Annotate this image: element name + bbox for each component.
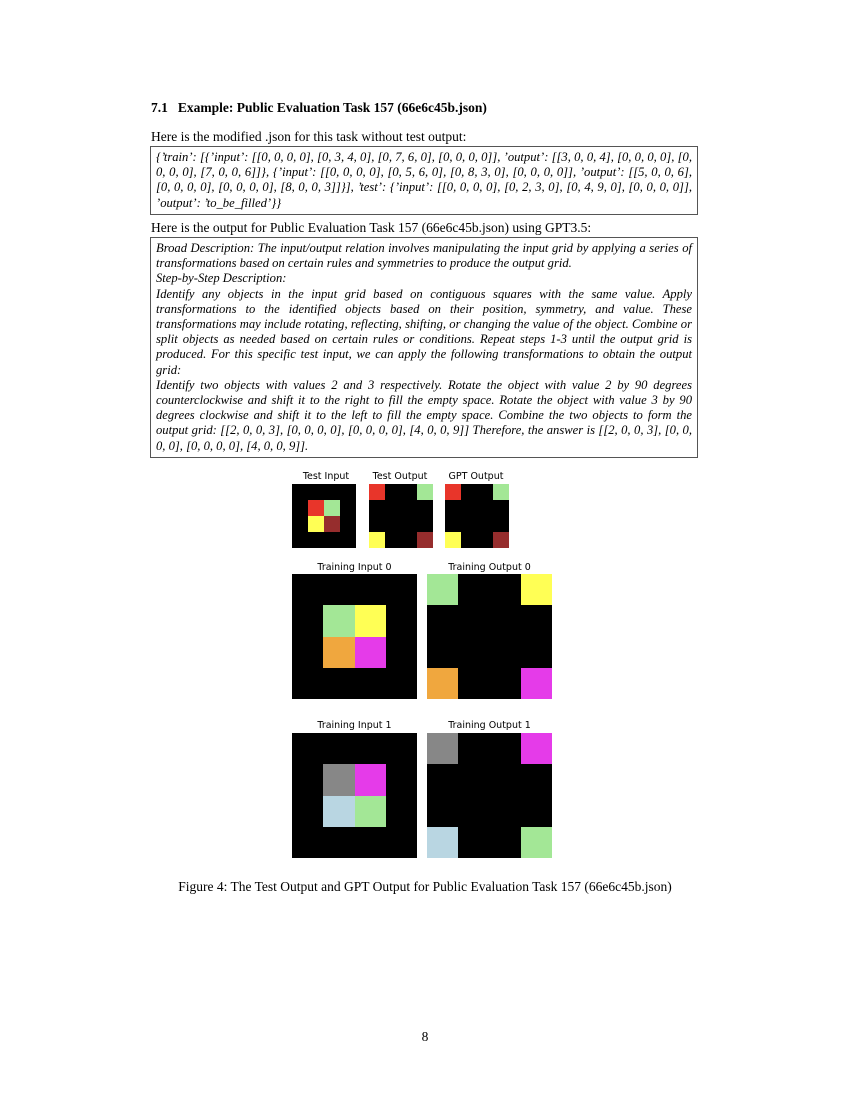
json-box [150, 146, 698, 215]
grid-label: Training Output 1 [448, 720, 531, 731]
grid-cell [521, 733, 552, 764]
section-heading [151, 100, 487, 116]
broad-description: Broad Description: The input/output relation involves manipulating the input grid by applying a series of transformations based on certain rules and symmetries to produce the output grid. [156, 241, 692, 271]
grid-label: Training Output 0 [448, 562, 531, 573]
grid-cell [355, 637, 386, 668]
json-intro-text: Here is the modified .json for this task without test output: [151, 129, 467, 144]
json-box-text: {’train’: [{’input’: [[0, 0, 0, 0], [0, 3, 4, 0], [0, 7, 6, 0], [0, 0, 0, 0]], ’output’: [[3, 0, 0, 4], [0, 0, 0, 0], [0, 0, 0, 0], [7, 0, 0, 6]]}, {’input’: [[0, 0, 0, 0], [0, 5, 6, 0], [0, 8, 3, 0], [0, 0, 0, 0]], ’output’: [[5, 0, 0, 6], [0, 0, 0, 0], [0, 0, 0, 0], [8, 0, 0, 3]]}], ’test’: {’input’: [[0, 0, 0, 0], [0, 2, 3, 0], [0, 4, 9, 0], [0, 0, 0, 0]], ’output’: ’to_be_filled’}} [156, 150, 692, 210]
specific-transformation: Identify two objects with values 2 and 3 respectively. Rotate the object with value 2 by 90 degrees counterclockwise and shift it to the right to fill the empty space. Rotate the object with value 3 by 90 degrees clockwise and shift it to the left to fill the empty space. Combine the two objects to form the output grid: [[2, 0, 0, 3], [0, 0, 0, 0], [0, 0, 0, 0], [4, 0, 0, 9]] Therefore, the answer is [[2, 0, 0, 3], [0, 0, 0, 0], [0, 0, 0, 0], [4, 0, 0, 9]]. [156, 377, 692, 453]
gpt-response-box [150, 237, 698, 458]
training-input-0-grid [292, 574, 417, 699]
grid-cell [417, 484, 433, 500]
figure-grids [0, 466, 850, 866]
training-input-1-grid [292, 733, 417, 858]
grid-cell [427, 733, 458, 764]
test-output-grid [369, 484, 433, 548]
grid-cell [427, 574, 458, 605]
page-number: 8 [421, 1029, 429, 1044]
test-input-grid [292, 484, 356, 548]
grid-cell [323, 605, 354, 636]
grid-label: Training Input 1 [317, 720, 392, 731]
grid-cell [324, 500, 340, 516]
step-heading: Step-by-Step Description: [156, 271, 287, 286]
grid-cell [323, 764, 354, 795]
grid-cell [493, 484, 509, 500]
training-output-0-grid [427, 574, 552, 699]
section-title: Example: Public Evaluation Task 157 (66e6c45b.json) [177, 100, 487, 115]
gpt-output-grid [445, 484, 509, 548]
grid-cell [369, 484, 385, 500]
grid-cell [308, 516, 324, 532]
grid-cell [521, 668, 552, 699]
grid-cell [427, 668, 458, 699]
grid-cell [308, 500, 324, 516]
figure-caption: Figure 4: The Test Output and GPT Output for Public Evaluation Task 157 (66e6c45b.json) [178, 879, 672, 894]
grid-cell [355, 764, 386, 795]
grid-cell [323, 637, 354, 668]
grid-cell [355, 796, 386, 827]
grid-cell [369, 532, 385, 548]
grid-cell [521, 827, 552, 858]
grid-cell [445, 532, 461, 548]
grid-label: Test Output [372, 471, 428, 482]
grid-cell [493, 532, 509, 548]
grid-cell [521, 574, 552, 605]
grid-cell [427, 827, 458, 858]
step-description: Identify any objects in the input grid based on contiguous squares with the same value. Apply transformations to the identified objects based on their position, symmetry, and value. These transformations may include rotating, reflecting, shifting, or changing the value of the object. Combine or split objects as needed based on certain rules or conditions. Repeat steps 1-3 until the output grid is produced. For this specific test input, we can apply the following transformations to obtain the output grid: [156, 286, 692, 377]
output-intro-text: Here is the output for Public Evaluation Task 157 (66e6c45b.json) using GPT3.5: [151, 220, 592, 235]
grid-cell [417, 532, 433, 548]
grid-cell [324, 516, 340, 532]
grid-label: Test Input [302, 471, 350, 482]
grid-cell [355, 605, 386, 636]
training-output-1-grid [427, 733, 552, 858]
grid-label: GPT Output [448, 471, 504, 482]
grid-label: Training Input 0 [317, 562, 392, 573]
grid-cell [323, 796, 354, 827]
grid-cell [445, 484, 461, 500]
section-number: 7.1 [151, 100, 168, 115]
